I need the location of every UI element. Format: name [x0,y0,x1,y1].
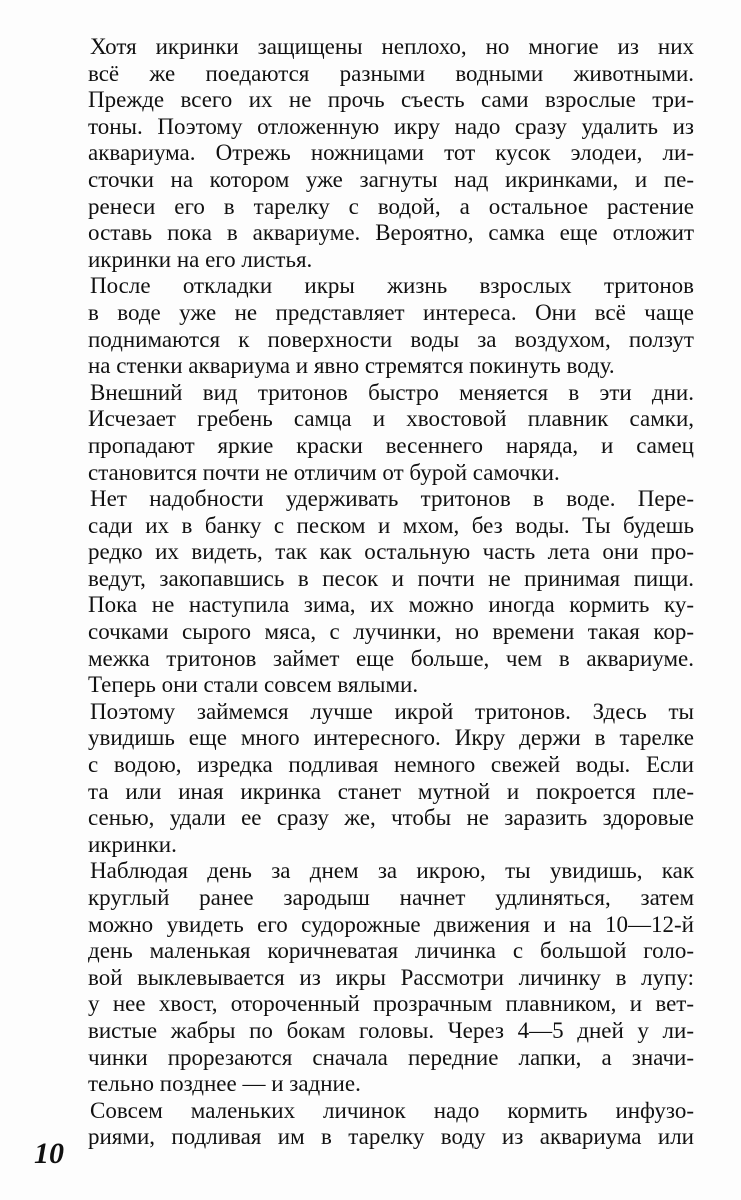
text-line: ренеси его в тарелку с водой, а остальное растение [88,193,694,219]
text-line: риями, подливая им в тарелку воду из аквариума или [88,1124,694,1150]
text-line: увидишь еще много интересного. Икру держи в тарелке [88,725,694,751]
text-line: ведут, закопавшись в песок и почти не принимая пищи. [88,565,694,591]
text-line: Теперь они стали совсем вялыми. [88,672,419,698]
text-line: Хотя икринки защищены неплохо, но многие из них [90,34,694,59]
text-line: тельно позднее — и задние. [88,1071,361,1097]
text-line: можно увидеть его судорожные движения и на 10—12-й [88,911,694,937]
text-line: сади их в банку с песком и мхом, без воды. Ты будешь [88,512,694,538]
text-line: икринки. [88,831,177,857]
text-line: межка тритонов займет еще больше, чем в аквариуме. [88,645,694,671]
text-line: поднимаются к поверхности воды за воздухом, ползут [88,326,694,352]
text-line: вой выклевывается из икры Рассмотри личинку в лупу: [88,964,694,990]
text-line: аквариума. Отрежь ножницами тот кусок элодеи, ли- [88,140,694,166]
text-line: пропадают яркие краски весеннего наряда, и самец [88,432,694,458]
text-line: После откладки икры жизнь взрослых тритонов [90,273,694,299]
paragraph [88,34,694,273]
text-line: на стенки аквариума и явно стремятся покинуть воду. [88,353,615,379]
text-line: день маленькая коричневатая личинка с большой голо- [88,938,694,964]
text-line: сенью, удали ее сразу же, чтобы не заразить здоровые [88,805,694,831]
paragraph [88,1098,694,1151]
text-line: Поэтому займемся лучше икрой тритонов. Здесь ты [90,698,694,724]
text-line: Исчезает гребень самца и хвостовой плавник самки, [88,406,694,432]
text-line: тоны. Поэтому отложенную икру надо сразу удалить из [88,113,694,139]
text-line: вистые жабры по бокам головы. Через 4—5 дней у ли- [88,1017,694,1043]
text-line: чинки прорезаются сначала передние лапки, а значи- [88,1044,694,1070]
page-number: 10 [34,1137,64,1170]
text-line: сочками сырого мяса, с лучинки, но времени такая кор- [88,619,694,645]
text-line: Совсем маленьких личинок надо кормить инфузо- [90,1097,694,1123]
paragraph [88,380,694,486]
text-line: Нет надобности удерживать тритонов в воде. Пере- [90,486,694,512]
text-line: всё же поедаются разными водными животными. [88,60,694,86]
text-line: Наблюдая день за днем за икрою, ты увидишь, как [90,858,694,884]
text-line: становится почти не отличим от бурой самочки. [88,459,560,485]
text-line: у нее хвост, отороченный прозрачным плавником, и вет- [88,991,694,1017]
text-line: с водою, изредка подливая немного свежей воды. Если [88,752,694,778]
text-line: икринки на его листья. [88,246,313,272]
text-line: Пока не наступила зима, их можно иногда кормить ку- [88,592,694,618]
body-text [88,34,694,1151]
paragraph [88,273,694,379]
text-line: круглый ранее зародыш начнет удлиняться, затем [88,885,694,910]
paragraph [88,858,694,1097]
paragraph [88,486,694,699]
paragraph [88,699,694,859]
text-line: редко их видеть, так как остальную часть лета они про- [88,539,694,565]
text-line: та или иная икринка станет мутной и покроется пле- [88,778,694,804]
text-line: сточки на котором уже загнуты над икринками, и пе- [88,166,694,192]
text-line: Прежде всего их не прочь съесть сами взрослые три- [88,87,694,113]
text-line: в воде уже не представляет интереса. Они всё чаще [88,299,694,325]
text-line: Внешний вид тритонов быстро меняется в эти дни. [90,379,694,405]
text-line: оставь пока в аквариуме. Вероятно, самка еще отложит [88,220,694,246]
